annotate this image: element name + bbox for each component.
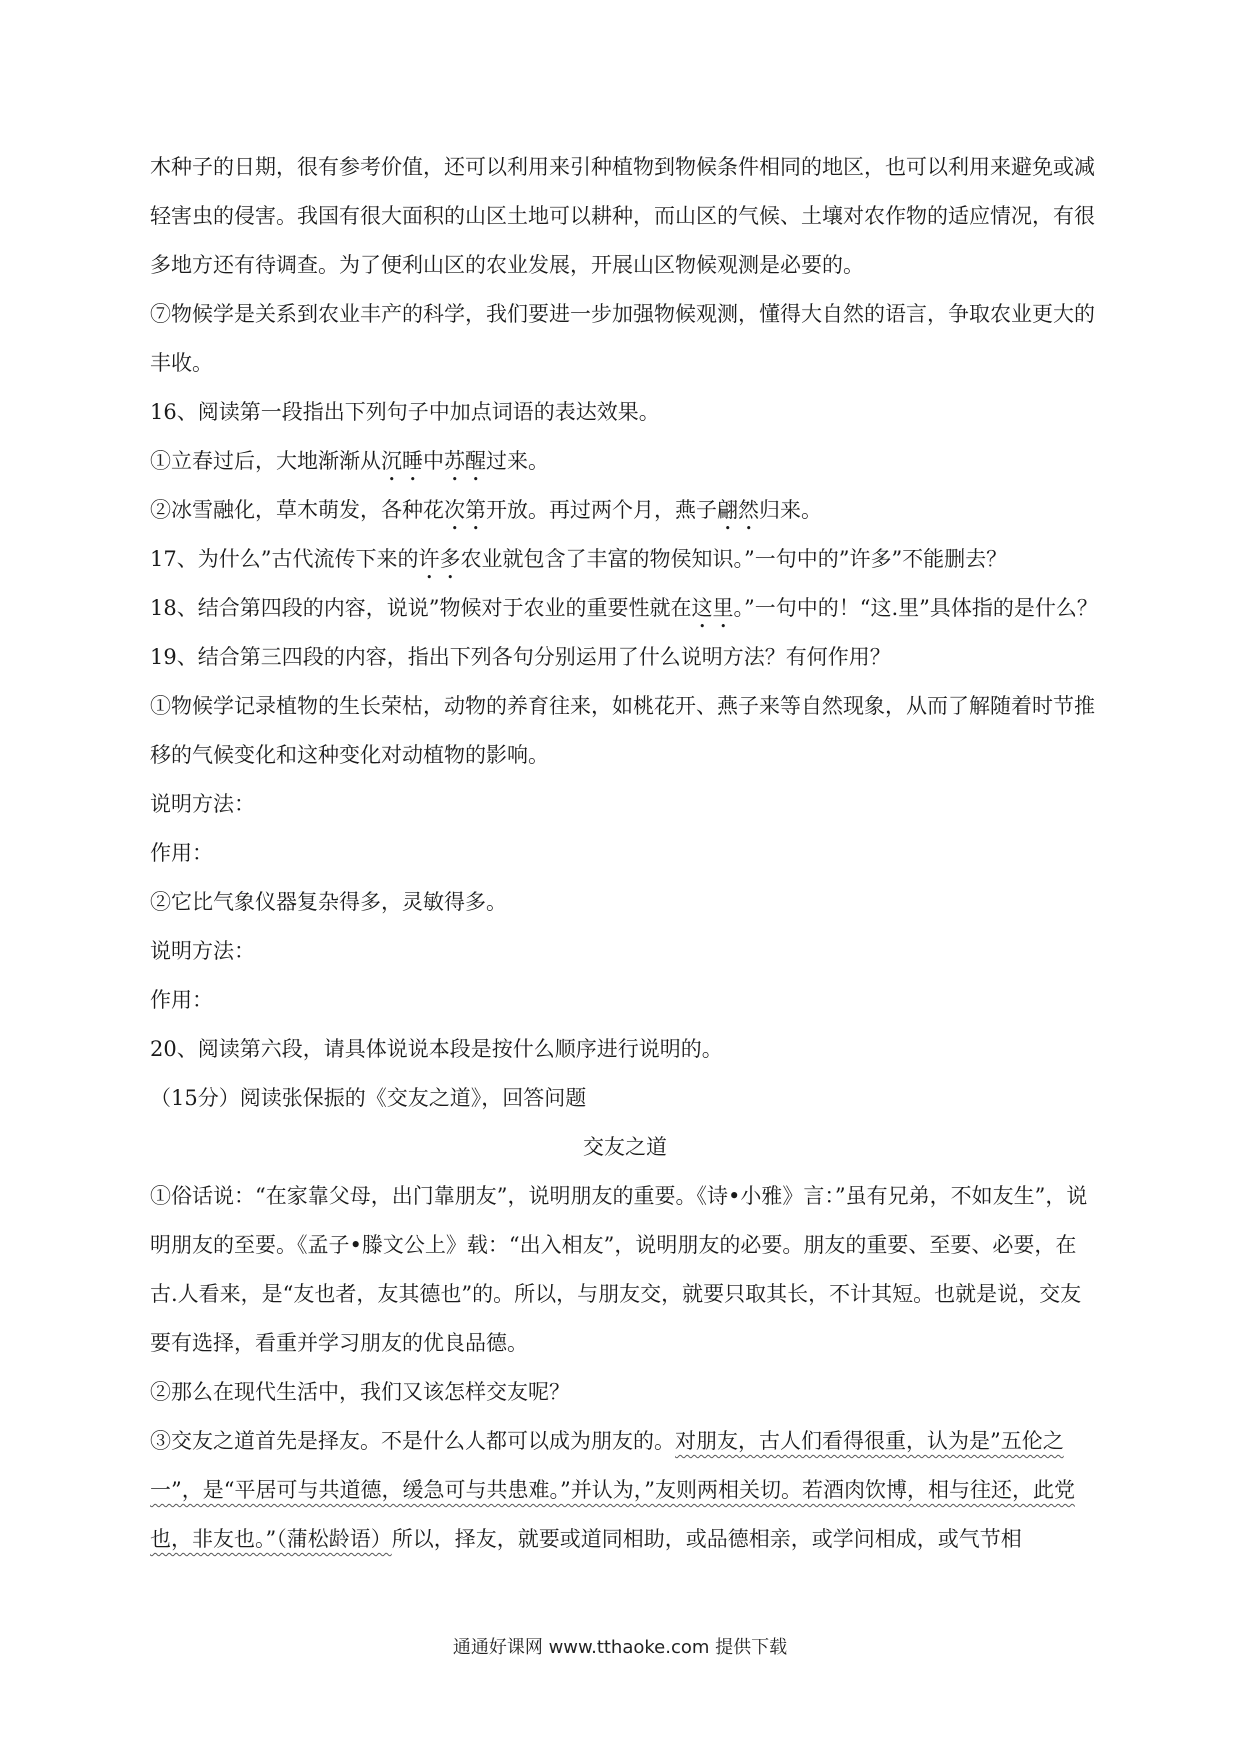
dotted-word: 许多 [418,547,461,571]
page-footer: 通通好课网 www.tthaoke.com 提供下载 [452,1637,788,1658]
paragraph-7: ⑦物候学是关系到农业丰产的科学，我们要进一步加强物候观测，懂得大自然的语言，争取农业更大的丰收。 [150,302,1095,375]
question-16-sentence-2: ②冰雪融化，草木萌发，各种花次第开放。再过两个月，燕子翩然归来。 [150,498,822,522]
answer-effect-label: 作用： [150,988,213,1012]
dotted-word: 翩然 [717,498,759,522]
dotted-word: 这里 [691,596,734,620]
question-19-sentence-2: ②它比气象仪器复杂得多，灵敏得多。 [150,890,507,914]
answer-effect-label: 作用： [150,841,213,865]
essay-paragraph-3: ③交友之道首先是择友。不是什么人都可以成为朋友的。对朋友，古人们看得很重，认为是”五伦之一”，是“平居可与共道德，缓急可与共患难。”并认为，”友则两相关切。若酒肉饮博，相与往还，此党也，非友也。”（蒲松龄语）所以，择友，就要或道同相助，或品德相亲，或学问相成，或气节相 [150,1429,1075,1551]
dotted-word: 苏醒 [444,449,486,473]
reading-section-heading: （15分）阅读张保振的《交友之道》，回答问题 [150,1086,587,1110]
essay-title: 交友之道 [583,1135,667,1159]
wavy-underlined-text: 对朋友，古人们看得很重，认为是”五伦之一”，是“平居可与共道德，缓急可与共患难。”并认为，”友则两相关切。若酒肉饮博，相与往还，此党也，非友也。”（蒲松龄语） [150,1429,1075,1551]
dotted-word: 沉睡 [381,449,423,473]
question-20: 20、阅读第六段，请具体说说本段是按什么顺序进行说明的。 [150,1037,723,1061]
question-16-sentence-1: ①立春过后，大地渐渐从沉睡中苏醒过来。 [150,449,549,473]
dotted-word: 次第 [444,498,486,522]
essay-paragraph-1: ①俗话说：“在家靠父母，出门靠朋友”，说明朋友的重要。《诗•小雅》言：”虽有兄弟，不如友生”，说明朋友的至要。《孟子•滕文公上》载：“出入相友”，说明朋友的必要。朋友的重要、至要、必要，在古.人看来，是“友也者，友其德也”的。所以，与朋友交，就要只取其长，不计其短。也就是说，交友要有选择，看重并学习朋友的优良品德。 [150,1184,1088,1355]
question-19: 19、结合第三四段的内容，指出下列各句分别运用了什么说明方法？有何作用？ [150,645,891,669]
answer-method-label: 说明方法： [150,792,255,816]
essay-paragraph-2: ②那么在现代生活中，我们又该怎样交友呢？ [150,1380,570,1404]
question-16: 16、阅读第一段指出下列句子中加点词语的表达效果。 [150,400,660,424]
question-17: 17、为什么”古代流传下来的许多农业就包含了丰富的物侯知识。”一句中的”许多”不能删去？ [150,547,1008,571]
answer-method-label: 说明方法： [150,939,255,963]
question-19-sentence-1: ①物候学记录植物的生长荣枯，动物的养育往来，如桃花开、燕子来等自然现象，从而了解随着时节推移的气候变化和这种变化对动植物的影响。 [150,694,1095,767]
question-18: 18、结合第四段的内容，说说”物候对于农业的重要性就在这里。”一句中的！“这.里”具体指的是什么？ [150,596,1098,620]
paragraph-1: 木种子的日期，很有参考价值，还可以利用来引种植物到物候条件相同的地区，也可以利用来避免或减轻害虫的侵害。我国有很大面积的山区土地可以耕种，而山区的气候、土壤对农作物的适应情况，有很多地方还有待调查。为了便利山区的农业发展，开展山区物候观测是必要的。 [150,155,1095,277]
document-body [150,143,1100,1564]
